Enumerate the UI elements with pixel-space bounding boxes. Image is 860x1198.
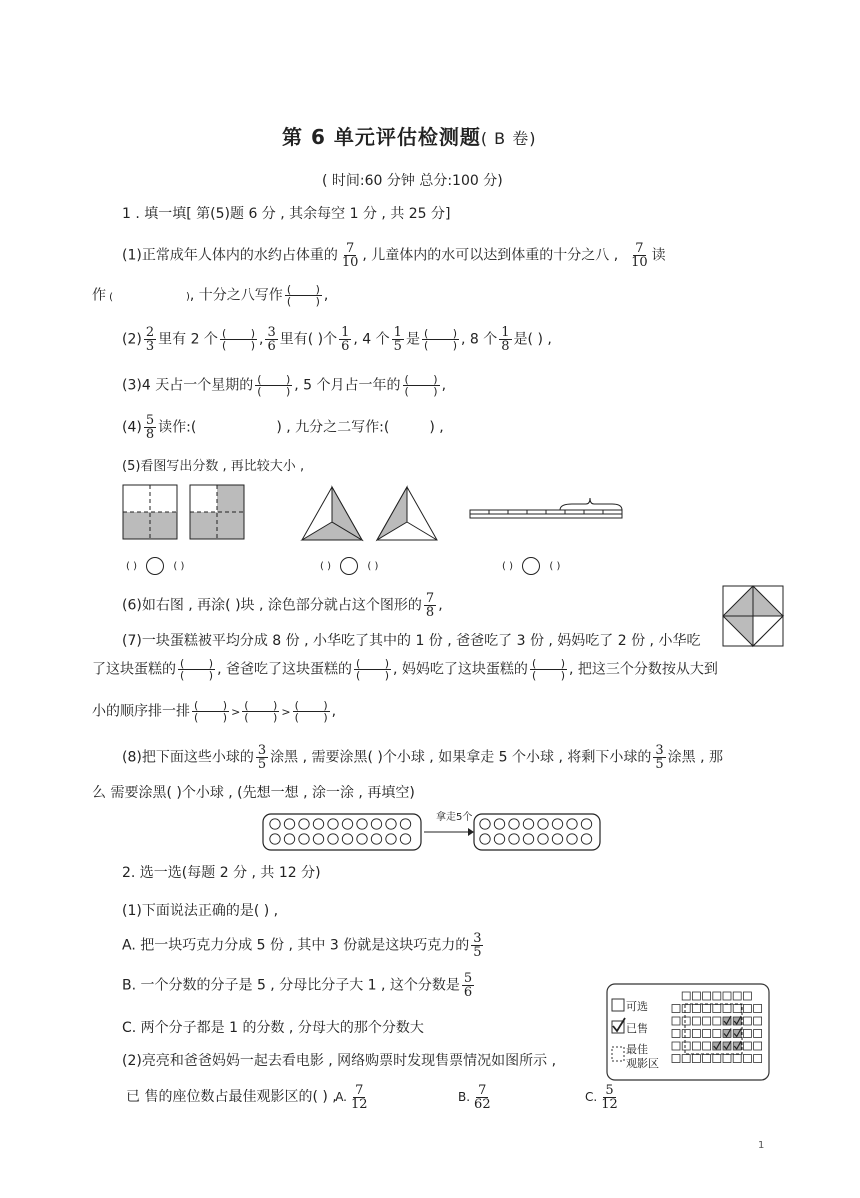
ball [313,834,323,844]
ball [386,819,396,829]
q5-text: (5)看图写出分数 , 再比较大小 , [122,459,305,474]
seat [723,992,731,1000]
s2-q1-stem: (1)下面说法正确的是( ) , [122,903,279,919]
seat [733,1005,741,1013]
s2-q1-option-c[interactable]: C. 两个分子都是 1 的分数 , 分母大的那个分数大 [122,1020,424,1036]
seat [743,1017,751,1025]
ball [357,819,367,829]
ball [284,834,294,844]
q5-square-figures [122,484,252,540]
fraction: $\frac{7}{10}$ [631,241,648,270]
ball [494,834,504,844]
seat [682,1005,690,1013]
seat [703,1005,711,1013]
ball [480,819,490,829]
seat [682,1042,690,1050]
title-suffix: ( B 卷) [480,129,537,148]
page-number: 1 [758,1140,765,1151]
answer-fraction-blank[interactable]: ( ) ( ) [244,699,278,724]
ball [538,819,548,829]
seat [692,1017,700,1025]
seat [723,1005,731,1013]
answer-fraction-blank[interactable]: ( ) ( ) [286,283,320,308]
q7-line3: 小的顺序排一排 ( ) ( ) > ( ) ( ) > ( ) ( ) , [92,699,337,724]
seat [692,1030,700,1038]
section1-heading: 1 . 填一填[ 第(5)题 6 分 , 其余每空 1 分 , 共 25 分] [122,206,451,222]
subtitle: ( 时间:60 分钟 总分:100 分) [322,173,503,189]
s2-q2-stem: (2)亮亮和爸爸妈妈一起去看电影 , 网络购票时发现售票情况如图所示 , [122,1053,557,1069]
seat [692,1005,700,1013]
seat [692,992,700,1000]
seat [754,1030,762,1038]
legend-sold: 已售 [626,1022,648,1035]
seat [682,1017,690,1025]
seat [713,1030,721,1038]
title-main: 第 6 单元评估检测题 [282,125,481,149]
arrow-label: 拿走5个 [436,812,473,823]
ball [509,834,519,844]
ball [270,819,280,829]
ball [386,834,396,844]
page-title [282,121,536,150]
seat [692,1042,700,1050]
ball [284,819,294,829]
ball [342,819,352,829]
ball [523,819,533,829]
seat [754,1005,762,1013]
ball [509,819,519,829]
q3-line: (3)4 天占一个星期的 ( ) ( ) , 5 个月占一年的 ( ) ( ) , [122,373,447,398]
ball [357,834,367,844]
answer-fraction-blank[interactable]: ( ) ( ) [355,657,390,682]
seat [743,1042,751,1050]
seat [672,1017,680,1025]
answer-fraction-blank[interactable]: ( ) ( ) [294,699,328,724]
q5-segment-figure [468,496,628,526]
seat [672,1042,680,1050]
q4-line: (4) $\frac{5}{8}$ 读作:( ) , 九分之二写作:( ) , [122,413,444,442]
answer-fraction-blank[interactable]: ( ) ( ) [531,657,565,682]
section2-heading: 2. 选一选(每题 2 分 , 共 12 分) [122,865,321,881]
ball [400,819,410,829]
ball [480,834,490,844]
seat [672,1030,680,1038]
legend-best-2: 观影区 [626,1057,659,1070]
seat [703,1055,711,1063]
seat [682,1030,690,1038]
legend-available: 可选 [626,1000,648,1013]
q8-ball-figure [262,806,602,852]
seat [672,1005,680,1013]
ball [538,834,548,844]
q7-line1: (7)一块蛋糕被平均分成 8 份 , 小华吃了其中的 1 份 , 爸爸吃了 3 份 , 妈妈吃了 2 份 , 小华吃 [122,633,701,649]
answer-fraction-blank[interactable]: ( ) ( ) [257,373,291,398]
seat [754,1055,762,1063]
ball [552,819,562,829]
s2-q2-option-a[interactable]: A. $\frac{7}{12}$ [335,1083,368,1112]
ball [299,834,309,844]
compare-circle[interactable] [522,557,540,575]
s2-q1-option-b[interactable]: B. 一个分数的分子是 5 , 分母比分子大 1 , 这个分数是 $\frac{5}{6}$ [122,971,473,1000]
ball [371,819,381,829]
seat [723,1055,731,1063]
seat [713,1055,721,1063]
ball [270,834,280,844]
ball [313,819,323,829]
answer-fraction-blank[interactable]: ( ) ( ) [194,699,228,724]
ball [328,819,338,829]
seat [733,1055,741,1063]
legend-best-1: 最佳 [626,1043,648,1056]
seat [754,1042,762,1050]
seat [672,1055,680,1063]
seat [703,992,711,1000]
seat [682,992,690,1000]
ball [523,834,533,844]
seat [743,992,751,1000]
q1-line2: 作 ( ), 十分之八写作 ( ) ( ) , [92,283,329,308]
q5-compare-1[interactable]: ( ) ( ) [126,557,184,575]
s2-q1-option-a[interactable]: A. 把一块巧克力分成 5 份 , 其中 3 份就是这块巧克力的 $\frac{3}{5}$ [122,931,482,960]
ball [581,819,591,829]
seat [703,1042,711,1050]
ball [494,819,504,829]
seat [754,1017,762,1025]
seat [713,992,721,1000]
fraction: $\frac{7}{10}$ [341,241,359,270]
ball [552,834,562,844]
seat [743,1005,751,1013]
seat [692,1055,700,1063]
seat [713,1005,721,1013]
s2-q2-option-b[interactable]: B. $\frac{7}{62}$ [458,1083,491,1112]
seat [703,1017,711,1025]
ball [400,834,410,844]
q1-line1: (1)正常成年人体内的水约占体重的 $\frac{7}{10}$ , 儿童体内的水可以达到体重的十分之八 , $\frac{7}{10}$ 读 [122,241,666,270]
ball [567,834,577,844]
ball [299,819,309,829]
seat [703,1030,711,1038]
ball [567,819,577,829]
seat [682,1055,690,1063]
answer-blank[interactable]: ( [106,291,114,303]
seat [743,1030,751,1038]
ball [581,834,591,844]
q6-line: (6)如右图 , 再涂( )块 , 涂色部分就占这个图形的 $\frac{7}{8}$ , [122,591,443,620]
seat [743,1055,751,1063]
q8-line2: 么 需要涂黑( )个小球 , (先想一想 , 涂一涂 , 再填空) [92,785,415,801]
answer-fraction-blank[interactable]: ( ) ( ) [221,327,255,352]
seat [713,1017,721,1025]
ball [371,834,381,844]
answer-fraction-blank[interactable]: ( ) ( ) [180,657,214,682]
seat-map-figure [606,983,770,1081]
s2-q2-line2: 已 售的座位数占最佳观影区的( ) , A. $\frac{7}{12}$ B. $\frac{7}{62}$ C. $\frac{5}{12}$ [126,1084,622,1111]
q2-line: (2) $\frac{2}{3}$ 里有 2 个 ( ) ( ) , $\frac{3}{6}$ 里有( )个 $\frac{1}{6}$ , 4 个 $\frac{1}{5}$ 是 ( ) ( ) , 8 个 $\frac{1}{8}$ 是( ) , [122,325,552,354]
answer-fraction-blank[interactable]: ( ) ( ) [423,327,457,352]
ball [328,834,338,844]
q5-compare-3[interactable]: ( ) ( ) [502,557,560,575]
compare-circle[interactable] [146,557,164,575]
ball [342,834,352,844]
q6-diamond-figure [722,585,784,647]
q8-line1: (8)把下面这些小球的 $\frac{3}{5}$ 涂黑 , 需要涂黑( )个小球 , 如果拿走 5 个小球 , 将剩下小球的 $\frac{3}{5}$ 涂黑 , 那 [122,743,723,772]
seat [733,992,741,1000]
q5-triangle-figures [300,484,440,542]
answer-fraction-blank[interactable]: ( ) ( ) [404,373,438,398]
compare-circle[interactable] [340,557,358,575]
q5-compare-2[interactable]: ( ) ( ) [320,557,378,575]
q7-line2: 了这块蛋糕的 ( ) ( ) , 爸爸吃了这块蛋糕的 ( ) ( ) , 妈妈吃了这块蛋糕的 ( ) ( ) , 把这三个分数按从大到 [92,657,718,682]
s2-q2-option-c[interactable]: C. $\frac{5}{12}$ [585,1083,618,1112]
